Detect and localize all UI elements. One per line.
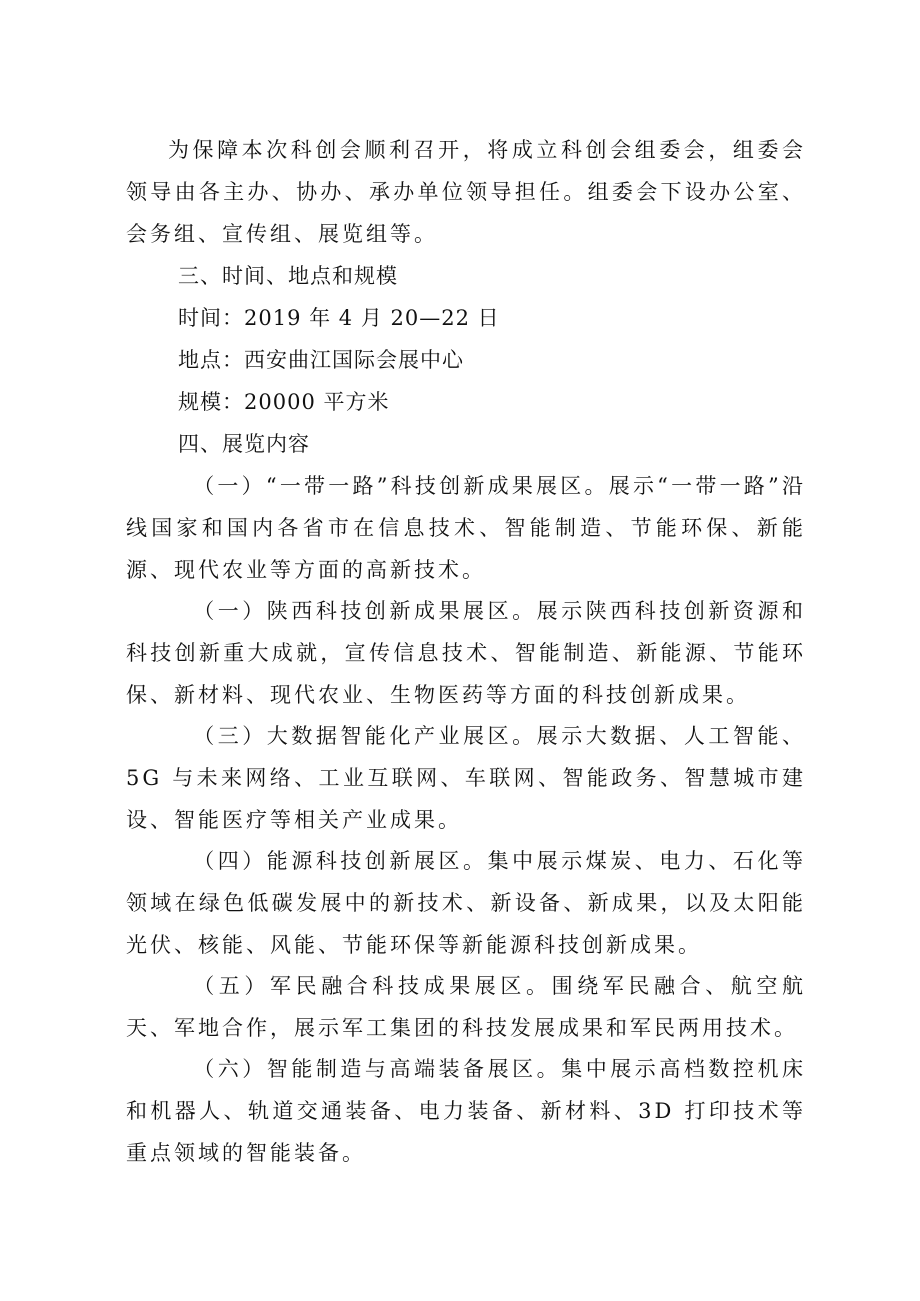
paragraph-organizing-committee: 为保障本次科创会顺利召开，将成立科创会组委会，组委会领导由各主办、协办、承办单位领导担任。组委会下设办公室、会务组、宣传组、展览组等。 — [126, 138, 806, 246]
heading-exhibition-content: 四、展览内容 — [178, 432, 310, 456]
exhibition-item-big-data: （三）大数据智能化产业展区。展示大数据、人工智能、5G 与未来网络、工业互联网、车联网、智能政务、智慧城市建设、智能医疗等相关产业成果。 — [126, 724, 806, 832]
place-line: 地点：西安曲江国际会展中心 — [178, 348, 464, 372]
exhibition-item-military-civil: （五）军民融合科技成果展区。围绕军民融合、航空航天、军地合作，展示军工集团的科技发展成果和军民两用技术。 — [126, 974, 806, 1040]
exhibition-item-belt-road: （一）“一带一路”科技创新成果展区。展示“一带一路”沿线国家和国内各省市在信息技术、智能制造、节能环保、新能源、现代农业等方面的高新技术。 — [126, 474, 806, 582]
exhibition-item-energy: （四）能源科技创新展区。集中展示煤炭、电力、石化等领域在绿色低碳发展中的新技术、新设备、新成果，以及太阳能光伏、核能、风能、节能环保等新能源科技创新成果。 — [126, 849, 806, 957]
exhibition-item-smart-manufacturing: （六）智能制造与高端装备展区。集中展示高档数控机床和机器人、轨道交通装备、电力装备、新材料、3D 打印技术等重点领域的智能装备。 — [126, 1057, 806, 1165]
exhibition-item-shaanxi: （一）陕西科技创新成果展区。展示陕西科技创新资源和科技创新重大成就，宣传信息技术、智能制造、新能源、节能环保、新材料、现代农业、生物医药等方面的科技创新成果。 — [126, 599, 806, 707]
heading-time-place-scale: 三、时间、地点和规模 — [178, 264, 398, 288]
time-line: 时间：2019 年 4 月 20—22 日 — [178, 306, 500, 330]
scale-line: 规模：20000 平方米 — [178, 390, 390, 414]
